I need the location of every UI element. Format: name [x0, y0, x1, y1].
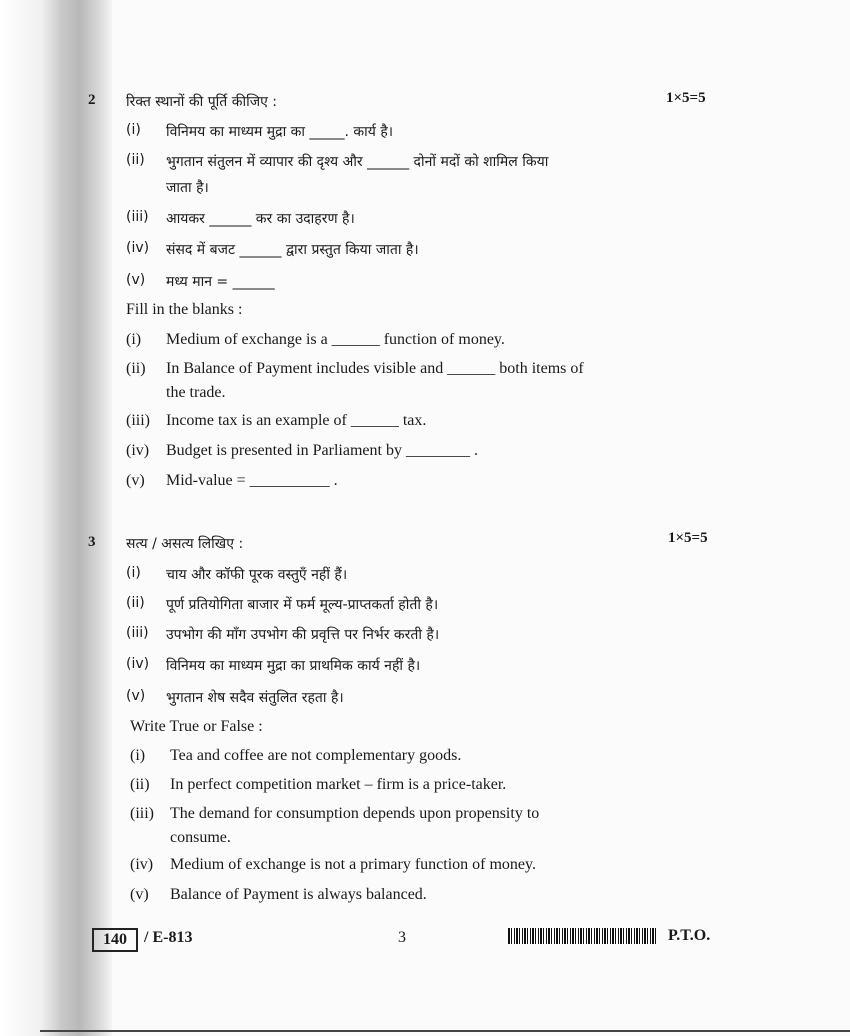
question-2-marks: 1×5=5	[666, 90, 706, 106]
scan-margin	[0, 0, 40, 1036]
question-3-hindi-heading: सत्य / असत्य लिखिए :	[126, 536, 244, 552]
footer-pto: P.T.O.	[668, 927, 711, 944]
question-3-marks: 1×5=5	[668, 530, 708, 546]
question-3-english-heading: Write True or False :	[130, 718, 263, 735]
scan-spine-shadow	[40, 0, 112, 1036]
footer-paper-code: / E-813	[144, 929, 193, 946]
footer-box-number: 140	[92, 928, 138, 952]
barcode-icon	[508, 928, 656, 944]
question-3-number: 3	[88, 534, 96, 550]
question-2-hindi-heading: रिक्त स्थानों की पूर्ति कीजिए :	[126, 94, 278, 110]
bottom-rule	[40, 1030, 850, 1032]
question-2-english-heading: Fill in the blanks :	[126, 301, 243, 318]
question-2-number: 2	[88, 92, 96, 108]
footer-page-number: 3	[398, 929, 406, 946]
